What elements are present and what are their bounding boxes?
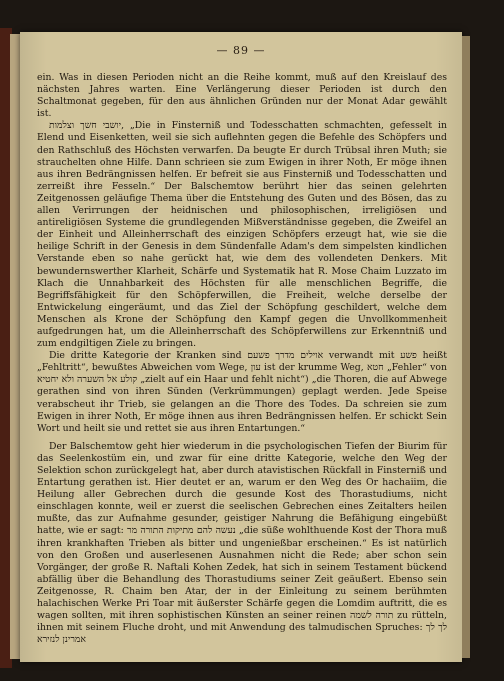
paragraph: יושבי חשך וצלמות, „Die in Finsterniß und Todesschatten schmachten, gefesselt in Elend und Eisenketten, weil sie sich auflehnten gegen die Befehle des Schöpfers und den Rathschluß des Höchsten verwarfen. Da beugte Er durch Trübsal ihren Muth; sie strauchelten ohne Hilfe. Dann schrieen sie zum Ewigen in ihrer Noth, Er möge ihnen aus ihren Bedrängnissen helfen. Er befreit sie aus Finsterniß und Todesschatten und zerreißt ihre Fesseln.“ Der Balschemtow berührt hier das seinen gelehrten Zeitgenossen geläufige Thema über die Entstehung des Guten und des Bösen, das zu allen Verirrungen der heidnischen und philosophischen, irreligiösen und antireligiösen Systeme die grundlegenden Mißverständnisse gegeben, die Zweifel an der Einheit und Alleinherrschaft des einzigen Schöpfers erzeugt hat, wie sie die heilige Schrift in der Genesis in dem Sündenfalle Adam's dem simpelsten kindlichen Verstande eben so nahe gerückt hat, wie dem des vollendeten Denkers. Mit bewundernswerther Klarheit, Schärfe und Systematik hat R. Mose Chaim Luzzato im Klach die Unnahbarkeit des Höchsten für alle menschlichen Begriffe, die Begriffsfähigkeit für den Schöpferwillen, die Freiheit, welche derselbe der Entwickelung eingeräumt, und das Ziel der Schöpfung geschildert, welche dem Menschen als Krone der Schöpfung den Kampf gegen die Unvollkommenheit aufgedrungen hat, um die Alleinherrschaft des Schöpferwillens zur Erkenntniß und zum endgiltigen Ziele zu bringen. (37, 120, 447, 350)
book-page (20, 32, 462, 662)
page-stack-edge (462, 36, 470, 658)
paragraph: Die dritte Kategorie der Kranken sind אוילים מדרך פשעם verwandt mit פשע heißt „Fehltritt“, bewußtes Abweichen vom Wege, עון ist der krumme Weg, חטא „Fehler“ von קולע אל השערה ולא יחטיא „zielt auf ein Haar und fehlt nicht“) „die Thoren, die auf Abwege gerathen sind von ihren Sünden (Verkrümmungen) geplagt werden. Jede Speise verabscheut ihr Trieb, sie gelangen an die Thore des Todes. Da schreien sie zum Ewigen in ihrer Noth, Er möge ihnen aus ihren Bedrängnissen helfen. Er schickt Sein Wort und heilt sie und rettet sie aus ihren Entartungen.“ (37, 350, 448, 434)
paragraph: ein. Was in diesen Perioden nicht an die Reihe kommt, muß auf den Kreislauf des nächsten Jahres warten. Eine Verlängerung dieser Perioden ist durch den Schaltmonat gegeben, für den aus ähnlichen Gründen nur der Monat Adar gewählt ist. (37, 72, 447, 120)
page-number: — 89 — (216, 44, 266, 57)
page-text (37, 72, 447, 646)
paragraph: Der Balschemtow geht hier wiederum in die psychologischen Tiefen der Biurim für das Seelenkostüm ein, und zwar für eine dritte Kategorie, welche den Weg der Selektion schon zurückgelegt hat, aber durch atavistischen Rückfall in Finsterniß und Entartung gerathen ist. Hier deutet er an, warum er den Weg des Or hachaiim, die Heilung aller Gebrechen durch die gesunde Kost des Thorastudiums, nicht einschlagen konnte, weil er zuerst die seelischen Gebrechen eines Zeitalters heilen mußte, das zur Aufnahme gesunder, geistiger Nahrung die Befähigung eingebüßt hatte, wie er sagt: נעשה להם מתיקות התורה מר „die süße wohlthuende Kost der Thora muß ihren krankhaften Trieben als bitter und ungenießbar erscheinen.“ Es ist natürlich von den Großen und auserlesenen Ausnahmen nicht die Rede; aber schon sein Vorgänger, der große R. Naftali Kohen Zedek, hat sich in seinem Testament bückend abfällig über die Behandlung des Thorastudiums seiner Zeit geäußert. Ebenso sein Zeitgenosse, R. Chaim ben Atar, der in der Einleitung zu seinem berühmten halachischen Werke Pri Toar mit äußerster Schärfe gegen die Lomdim auftritt, die es wagen sollten, mit ihren sophistischen Künsten an seiner reinen תורה לשמה zu rütteln, ihnen mit seinem Fluche droht, und mit Anwendung des talmudischen Spruches: לך לך אמרינן לנזירא (37, 440, 447, 646)
